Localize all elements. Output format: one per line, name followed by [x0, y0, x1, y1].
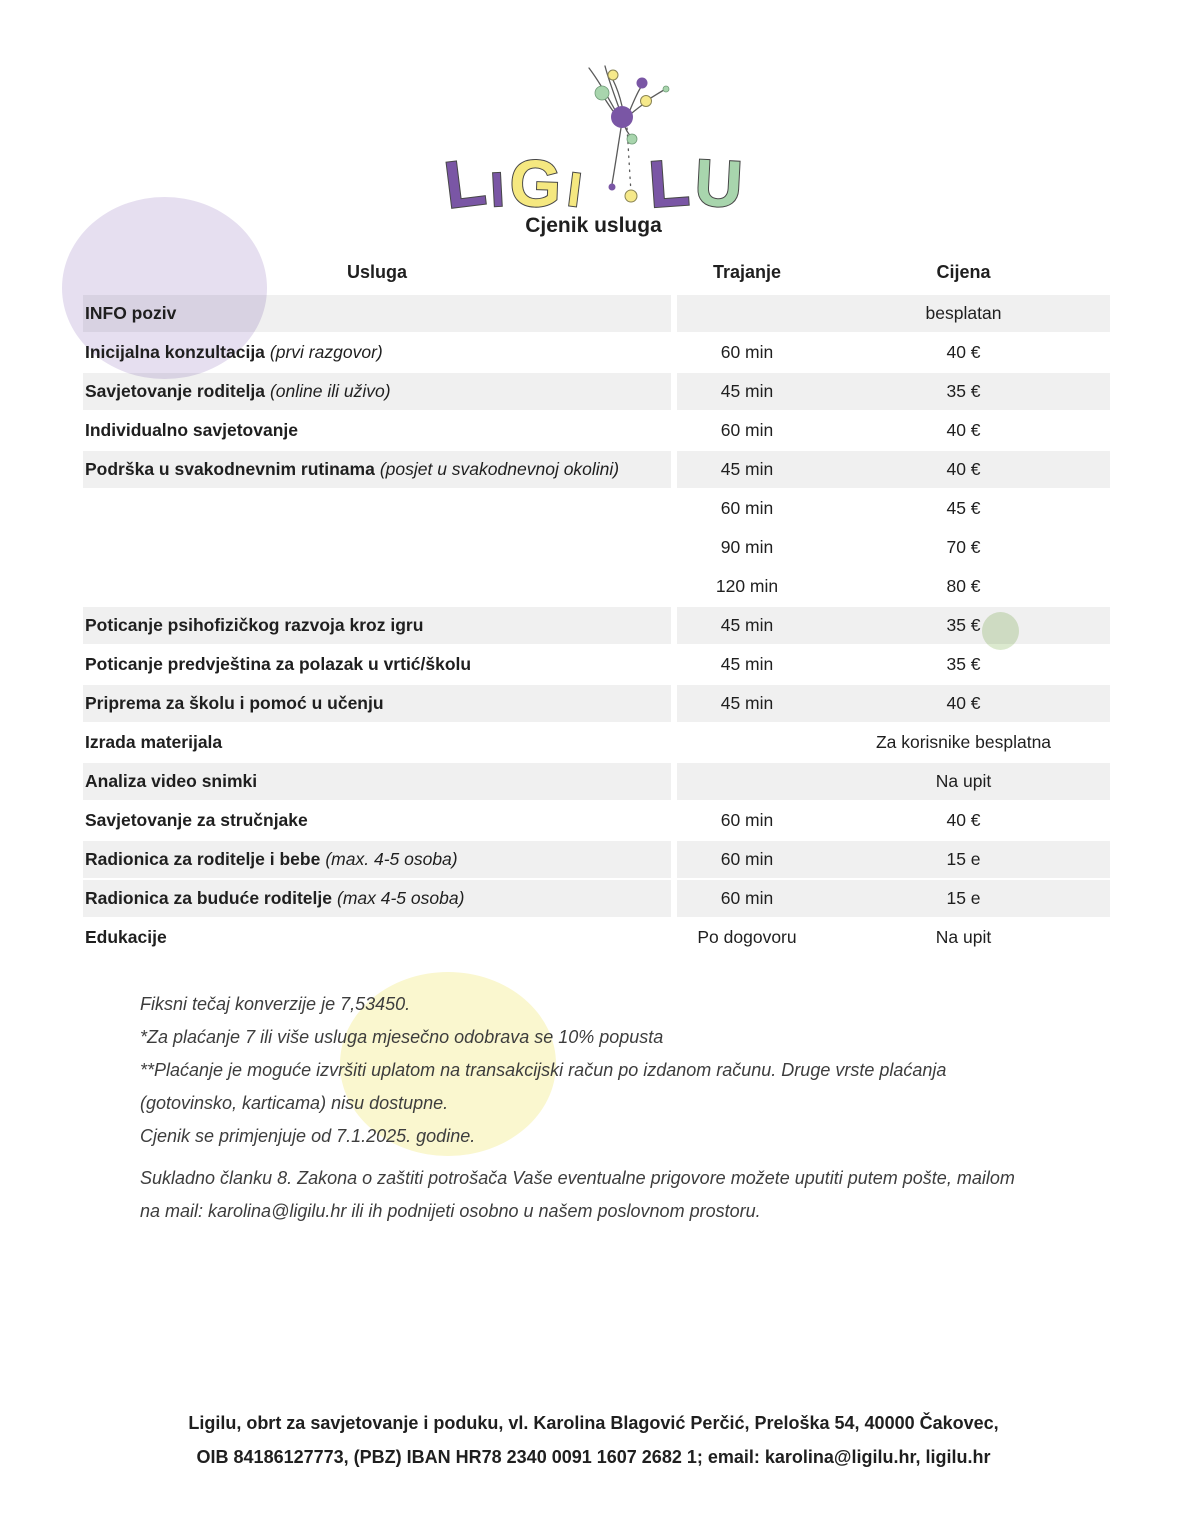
service-price: 40 € — [946, 810, 981, 830]
service-note: (max 4-5 osoba) — [337, 888, 465, 908]
service-note: (prvi razgovor) — [269, 342, 383, 362]
footer-line-1: Ligilu, obrt za savjetovanje i poduku, vl. Karolina Blagović Perčić, Preloška 54, 40000 Čakovec, — [188, 1413, 999, 1433]
column-header-trajanje: Trajanje — [712, 262, 782, 282]
service-cell — [83, 529, 671, 566]
service-duration: 60 min — [720, 342, 774, 362]
footer-line-2: OIB 84186127773, (PBZ) IBAN HR78 2340 0091 1607 2682 1; email: karolina@ligilu.hr, ligilu.hr — [196, 1447, 991, 1467]
service-name: Poticanje predvještina za polazak u vrtić/školu — [85, 654, 472, 674]
footnote-line: *Za plaćanje 7 ili više usluga mjesečno odobrava se 10% popusta — [140, 1027, 664, 1047]
table-row — [83, 295, 1110, 332]
column-header-cijena: Cijena — [936, 262, 991, 282]
service-price: 80 € — [946, 576, 981, 596]
service-duration — [677, 295, 817, 332]
logo-letter: L — [439, 143, 490, 223]
service-name: Podrška u svakodnevnim rutinama — [85, 459, 375, 479]
values-cell-group — [677, 763, 1110, 800]
service-price: 35 € — [946, 615, 981, 635]
table-row — [83, 451, 1110, 488]
values-cell-group — [677, 568, 1110, 605]
service-duration: 120 min — [715, 576, 779, 596]
values-cell-group — [677, 841, 1110, 878]
service-duration: 60 min — [720, 420, 774, 440]
values-cell-group — [677, 451, 1110, 488]
service-cell — [83, 451, 671, 488]
service-cell — [83, 724, 671, 761]
service-duration — [677, 724, 817, 761]
service-cell — [83, 685, 671, 722]
service-cell — [83, 373, 671, 410]
service-price: 40 € — [946, 459, 981, 479]
service-cell — [83, 568, 671, 605]
service-duration: 45 min — [720, 615, 774, 635]
service-price: Na upit — [935, 927, 992, 947]
service-price: 40 € — [946, 342, 981, 362]
values-cell-group — [677, 607, 1110, 644]
logo-letter: L — [646, 144, 692, 222]
table-row — [83, 568, 1110, 605]
service-cell — [83, 412, 671, 449]
service-note: (posjet u svakodnevnoj okolini) — [379, 459, 620, 479]
service-duration — [677, 763, 817, 800]
table-row — [83, 763, 1110, 800]
service-price: 15 e — [946, 888, 981, 908]
values-cell-group — [677, 373, 1110, 410]
service-cell — [83, 919, 671, 956]
service-price: 70 € — [946, 537, 981, 557]
table-row — [83, 373, 1110, 410]
service-note: (online ili uživo) — [269, 381, 391, 401]
table-row — [83, 880, 1110, 917]
service-name: Poticanje psihofizičkog razvoja kroz igru — [85, 615, 424, 635]
values-cell-group — [677, 295, 1110, 332]
values-cell-group — [677, 490, 1110, 527]
ligilu-logo — [0, 58, 1187, 223]
logo-letter: I — [564, 163, 584, 218]
service-duration: 60 min — [720, 498, 774, 518]
service-name: Radionica za roditelje i bebe — [85, 849, 321, 869]
service-price: Za korisnike besplatna — [875, 732, 1052, 752]
service-name: Individualno savjetovanje — [85, 420, 298, 440]
service-name: Savjetovanje roditelja — [85, 381, 265, 401]
table-row — [83, 412, 1110, 449]
service-duration: 45 min — [720, 693, 774, 713]
service-cell — [83, 646, 671, 683]
service-name: Edukacije — [85, 927, 167, 947]
footnote-line: **Plaćanje je moguće izvršiti uplatom na transakcijski račun po izdanom računu. Druge vrste plaćanja (gotovinsko, karticama) nisu dostupne. — [140, 1060, 947, 1113]
service-duration: 90 min — [720, 537, 774, 557]
service-name: INFO poziv — [85, 303, 177, 323]
service-duration: 45 min — [720, 654, 774, 674]
service-cell — [83, 334, 671, 371]
table-row — [83, 919, 1110, 956]
footnote-line: Fiksni tečaj konverzije je 7,53450. — [140, 994, 411, 1014]
table-body — [83, 295, 1110, 956]
table-row — [83, 841, 1110, 878]
service-name: Inicijalna konzultacija — [85, 342, 265, 362]
service-name: Savjetovanje za stručnjake — [85, 810, 308, 830]
values-cell-group — [677, 529, 1110, 566]
service-name: Priprema za školu i pomoć u učenju — [85, 693, 384, 713]
service-cell — [83, 607, 671, 644]
service-duration: 60 min — [720, 888, 774, 908]
service-price: 35 € — [946, 381, 981, 401]
logo-letter: U — [693, 144, 745, 222]
values-cell-group — [677, 334, 1110, 371]
values-cell-group — [677, 919, 1110, 956]
service-cell — [83, 880, 671, 917]
table-row — [83, 724, 1110, 761]
page-title: Cjenik usluga — [525, 214, 662, 237]
service-cell — [83, 841, 671, 878]
service-price: Na upit — [935, 771, 992, 791]
service-name: Analiza video snimki — [85, 771, 258, 791]
table-row — [83, 685, 1110, 722]
service-duration: Po dogovoru — [697, 927, 797, 947]
service-price: 40 € — [946, 693, 981, 713]
price-table — [83, 253, 1110, 958]
table-header-row — [83, 253, 1110, 295]
service-name: Izrada materijala — [85, 732, 223, 752]
service-cell — [83, 295, 671, 332]
service-cell — [83, 763, 671, 800]
service-name: Radionica za buduće roditelje — [85, 888, 332, 908]
logo-letter: I — [489, 163, 506, 218]
table-row — [83, 802, 1110, 839]
table-row — [83, 607, 1110, 644]
service-price: 45 € — [946, 498, 981, 518]
values-cell-group — [677, 412, 1110, 449]
service-price: 40 € — [946, 420, 981, 440]
logo-letter: G — [508, 145, 563, 221]
table-row — [83, 490, 1110, 527]
values-cell-group — [677, 724, 1110, 761]
table-row — [83, 646, 1110, 683]
service-note: (max. 4-5 osoba) — [325, 849, 458, 869]
values-cell-group — [677, 880, 1110, 917]
dandelion-icon — [545, 58, 725, 222]
service-cell — [83, 490, 671, 527]
footnotes — [140, 988, 1028, 1153]
values-cell-group — [677, 802, 1110, 839]
footnote-line: Cjenik se primjenjuje od 7.1.2025. godine. — [140, 1126, 476, 1146]
footer — [0, 1406, 1187, 1474]
service-price: besplatan — [925, 303, 1002, 323]
service-duration: 45 min — [720, 459, 774, 479]
service-price: 35 € — [946, 654, 981, 674]
column-header-usluga: Usluga — [346, 262, 407, 282]
service-cell — [83, 802, 671, 839]
complaint-paragraph: Sukladno članku 8. Zakona o zaštiti potrošača Vaše eventualne prigovore možete uputiti putem pošte, mailom na mail: karolina@ligilu.hr ili ih podnijeti osobno u našem poslovnom prostoru. — [140, 1168, 1015, 1221]
table-row — [83, 334, 1110, 371]
table-row — [83, 529, 1110, 566]
service-duration: 60 min — [720, 849, 774, 869]
values-cell-group — [677, 646, 1110, 683]
values-cell-group — [677, 685, 1110, 722]
service-price: 15 e — [946, 849, 981, 869]
service-duration: 60 min — [720, 810, 774, 830]
service-duration: 45 min — [720, 381, 774, 401]
